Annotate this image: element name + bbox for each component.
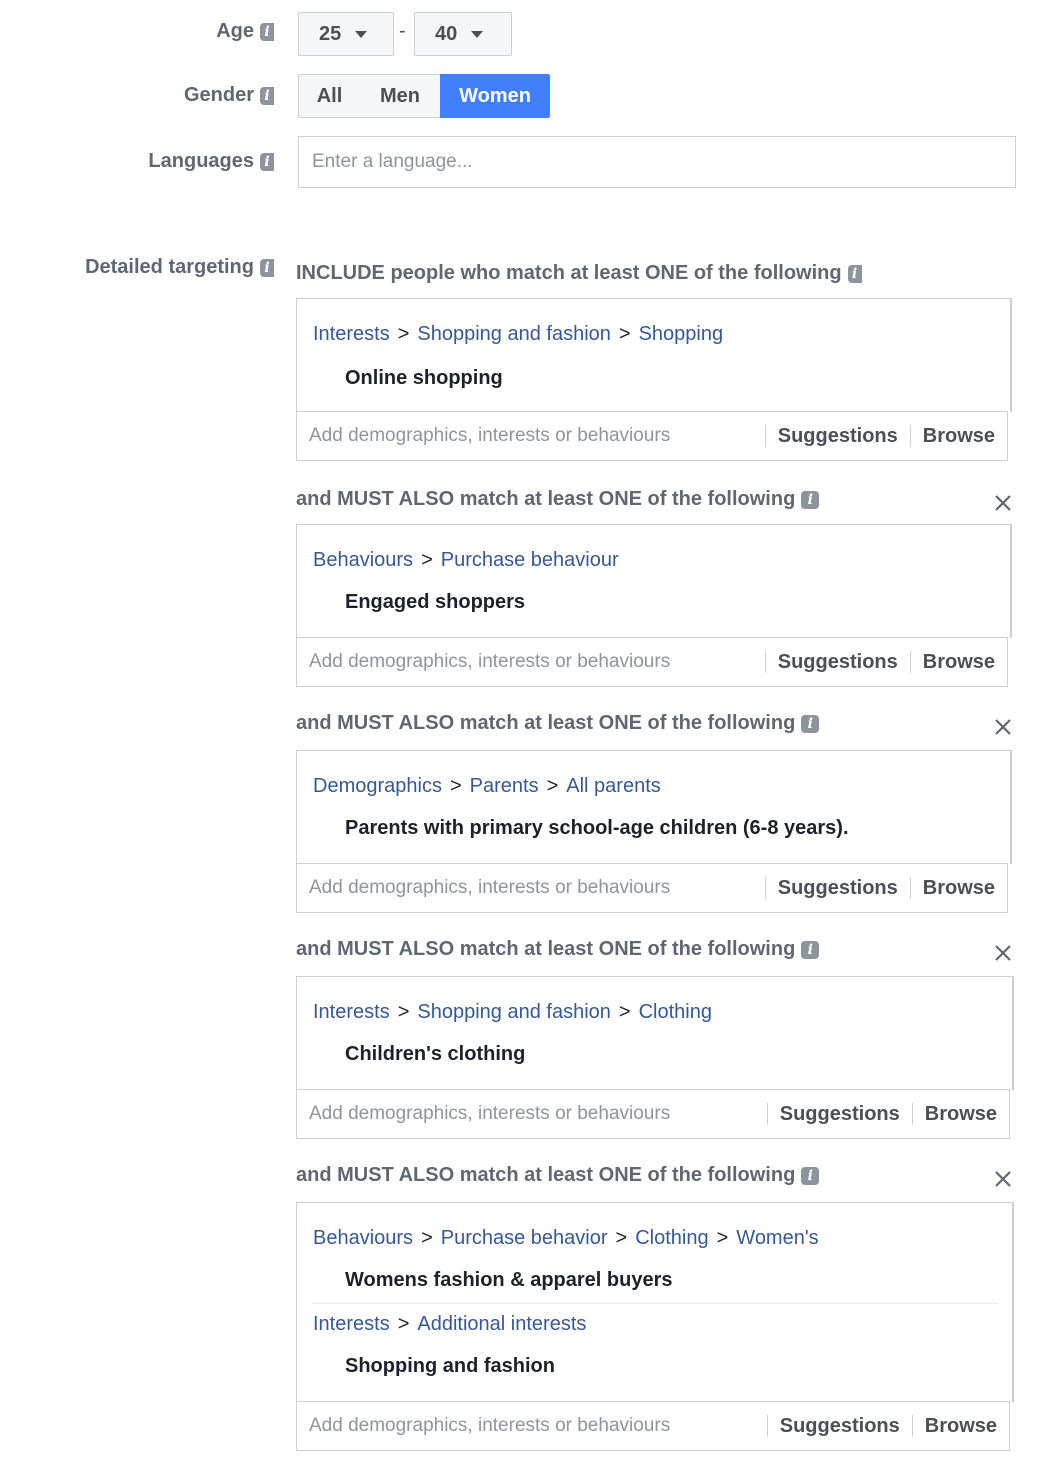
must-also-heading: and MUST ALSO match at least ONE of the following i [296,488,819,511]
info-icon[interactable]: i [848,265,862,283]
add-targeting-input[interactable]: Add demographics, interests or behaviours [309,1415,671,1436]
add-targeting-input[interactable]: Add demographics, interests or behaviours [309,651,671,672]
detailed-targeting-label: Detailed targeting i [85,256,274,279]
targeting-item: Shopping and fashion [345,1355,555,1377]
language-input[interactable]: Enter a language... [298,136,1016,188]
crumb-link[interactable]: Behaviours [313,1227,414,1249]
breadcrumb: Behaviours > Purchase behavior > Clothing > Women's [313,1227,819,1249]
browse-button[interactable]: Browse [924,1414,997,1437]
add-targeting-bar [296,411,1008,461]
gender-men-button[interactable]: Men [360,74,441,118]
browse-button[interactable]: Browse [922,424,995,447]
gender-women-button[interactable]: Women [440,74,550,118]
must-also-heading: and MUST ALSO match at least ONE of the following i [296,712,819,735]
info-icon[interactable]: i [801,491,819,509]
must-also-group-box [296,1202,1014,1402]
close-icon[interactable] [990,714,1016,740]
add-targeting-bar [296,637,1008,687]
crumb-link[interactable]: Clothing [638,1001,712,1023]
crumb-link[interactable]: Interests [313,1313,390,1335]
suggestions-button[interactable]: Suggestions [779,1102,900,1125]
crumb-link[interactable]: Purchase behavior [440,1227,608,1249]
breadcrumb: Behaviours > Purchase behaviour [313,549,619,571]
suggestions-button[interactable]: Suggestions [777,650,898,673]
crumb-link[interactable]: All parents [566,775,661,797]
suggestions-button[interactable]: Suggestions [779,1414,900,1437]
breadcrumb: Interests > Shopping and fashion > Shopping [313,323,724,345]
targeting-item: Parents with primary school-age children (6-8 years). [345,817,849,839]
add-targeting-input[interactable]: Add demographics, interests or behaviours [309,877,671,898]
must-also-group-box [296,524,1012,638]
crumb-link[interactable]: Shopping and fashion [417,323,611,345]
add-targeting-bar [296,1089,1010,1139]
languages-label: Languages i [148,150,274,173]
crumb-link[interactable]: Clothing [635,1227,709,1249]
include-group-box [296,298,1012,412]
include-heading: INCLUDE people who match at least ONE of the following i [296,262,862,285]
info-icon[interactable]: i [260,87,274,105]
add-targeting-bar [296,1401,1010,1451]
crumb-link[interactable]: Additional interests [417,1313,587,1335]
info-icon[interactable]: i [260,259,274,277]
age-min-dropdown[interactable]: 25 [298,12,394,56]
close-icon[interactable] [990,940,1016,966]
crumb-link[interactable]: Demographics [313,775,442,797]
breadcrumb: Demographics > Parents > All parents [313,775,661,797]
crumb-link[interactable]: Shopping [638,323,724,345]
crumb-link[interactable]: Interests [313,323,390,345]
add-targeting-input[interactable]: Add demographics, interests or behaviours [309,425,671,446]
caret-down-icon [471,31,483,38]
info-icon[interactable]: i [260,23,274,41]
must-also-heading: and MUST ALSO match at least ONE of the following i [296,1164,819,1187]
info-icon[interactable]: i [260,153,274,171]
add-targeting-bar [296,863,1008,913]
entry-divider [312,1303,998,1304]
targeting-item: Online shopping [345,367,503,389]
crumb-link[interactable]: Parents [469,775,539,797]
close-icon[interactable] [990,1166,1016,1192]
must-also-group-box [296,976,1014,1090]
info-icon[interactable]: i [801,941,819,959]
info-icon[interactable]: i [801,715,819,733]
crumb-link[interactable]: Purchase behaviour [440,549,619,571]
crumb-link[interactable]: Shopping and fashion [417,1001,611,1023]
caret-down-icon [355,31,367,38]
suggestions-button[interactable]: Suggestions [777,424,898,447]
must-also-heading: and MUST ALSO match at least ONE of the following i [296,938,819,961]
age-max-dropdown[interactable]: 40 [414,12,512,56]
suggestions-button[interactable]: Suggestions [777,876,898,899]
browse-button[interactable]: Browse [922,876,995,899]
targeting-item: Womens fashion & apparel buyers [345,1269,673,1291]
browse-button[interactable]: Browse [924,1102,997,1125]
info-icon[interactable]: i [801,1167,819,1185]
age-separator: - [399,20,406,42]
gender-label: Gender i [184,84,274,107]
targeting-item: Children's clothing [345,1043,526,1065]
age-label: Age i [216,20,274,43]
gender-all-button[interactable]: All [298,74,361,118]
breadcrumb: Interests > Additional interests [313,1313,587,1335]
crumb-link[interactable]: Women's [736,1227,819,1249]
browse-button[interactable]: Browse [922,650,995,673]
crumb-link[interactable]: Interests [313,1001,390,1023]
close-icon[interactable] [990,490,1016,516]
must-also-group-box [296,750,1012,864]
breadcrumb: Interests > Shopping and fashion > Clothing [313,1001,712,1023]
add-targeting-input[interactable]: Add demographics, interests or behaviours [309,1103,671,1124]
crumb-link[interactable]: Behaviours [313,549,414,571]
targeting-item: Engaged shoppers [345,591,526,613]
